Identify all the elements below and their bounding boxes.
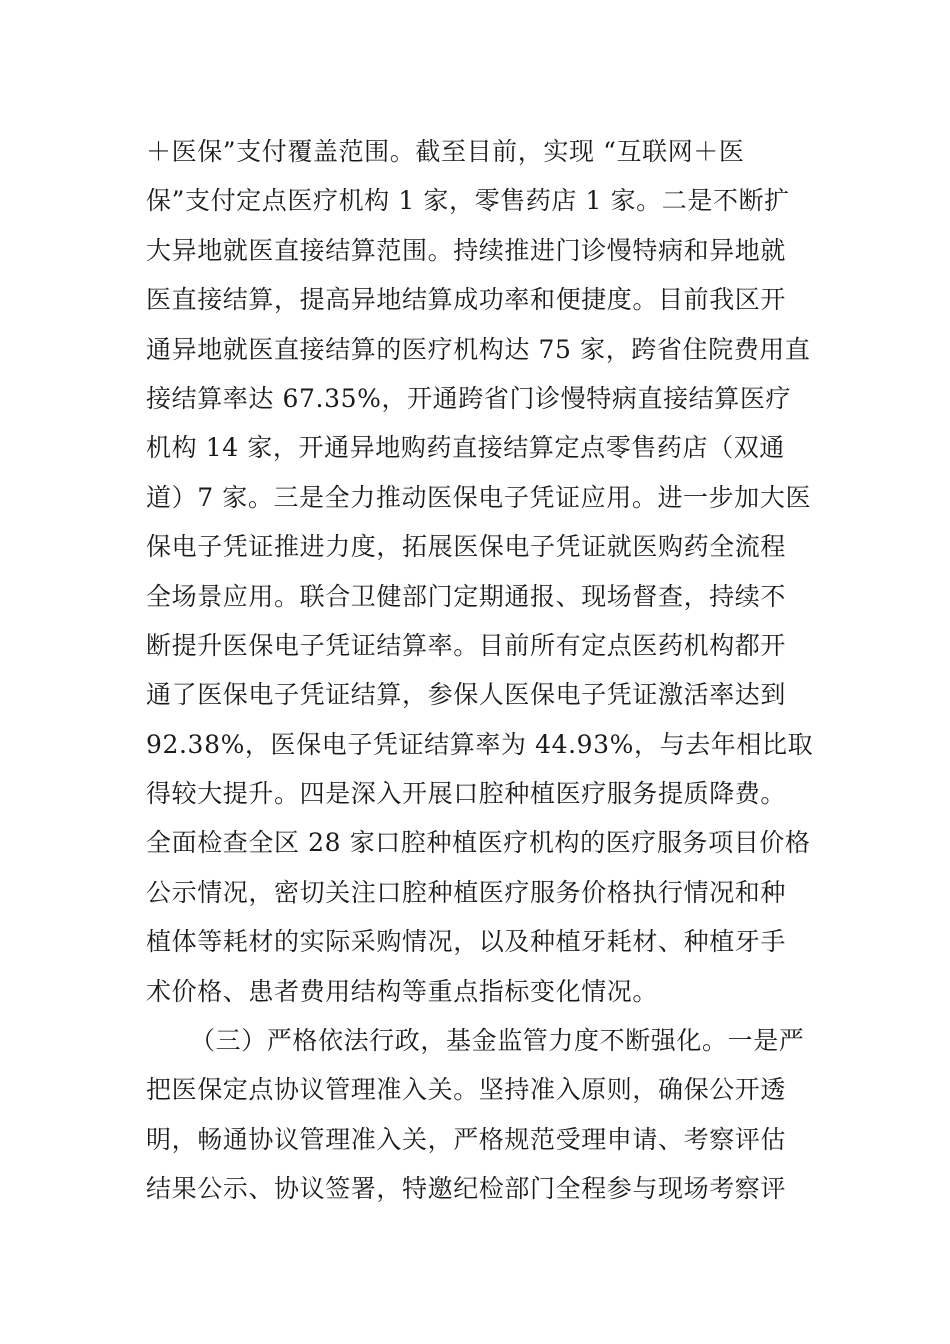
text-line: ＋医保”支付覆盖范围。截至目前，实现 “互联网＋医 (146, 137, 745, 166)
text-line: 全场景应用。联合卫健部门定期通报、现场督查，持续不 (146, 581, 787, 611)
text-line: 把医保定点协议管理准入关。坚持准入原则，确保公开透 (146, 1075, 787, 1105)
text-line: 接结算率达 67.35%，开通跨省门诊慢特病直接结算医疗 (146, 383, 792, 413)
text-line: 明，畅通协议管理准入关，严格规范受理申请、考察评估 (146, 1124, 787, 1154)
text-line: 道）7 家。三是全力推动医保电子凭证应用。进一步加大医 (146, 482, 812, 512)
text-line: 植体等耗材的实际采购情况，以及种植牙耗材、种植牙手 (146, 927, 787, 957)
text-line: 公示情况，密切关注口腔种植医疗服务价格执行情况和种 (146, 877, 787, 907)
text-line: 通异地就医直接结算的医疗机构达 75 家，跨省住院费用直 (146, 334, 811, 364)
text-line: 92.38%，医保电子凭证结算率为 44.93%，与去年相比取 (146, 729, 814, 759)
text-line: 通了医保电子凭证结算，参保人医保电子凭证激活率达到 (146, 680, 787, 710)
text-line: 机构 14 家，开通异地购药直接结算定点零售药店（双通 (146, 433, 785, 463)
text-line: 保电子凭证推进力度，拓展医保电子凭证就医购药全流程 (146, 532, 787, 562)
text-line: 术价格、患者费用结构等重点指标变化情况。 (146, 976, 659, 1006)
text-line: 全面检查全区 28 家口腔种植医疗机构的医疗服务项目价格 (146, 828, 811, 858)
text-line: 得较大提升。四是深入开展口腔种植医疗服务提质降费。 (146, 779, 787, 809)
section-heading-line: （三）严格依法行政，基金监管力度不断强化。一是严 (190, 1026, 805, 1056)
text-line: 大异地就医直接结算范围。持续推进门诊慢特病和异地就 (146, 235, 787, 265)
text-line: 医直接结算，提高异地结算成功率和便捷度。目前我区开 (146, 285, 787, 315)
text-line: 结果公示、协议签署，特邀纪检部门全程参与现场考察评 (146, 1174, 787, 1204)
text-line: 保”支付定点医疗机构 1 家，零售药店 1 家。二是不断扩 (146, 186, 790, 216)
body-text (146, 127, 816, 1214)
text-line: 断提升医保电子凭证结算率。目前所有定点医药机构都开 (146, 630, 787, 660)
